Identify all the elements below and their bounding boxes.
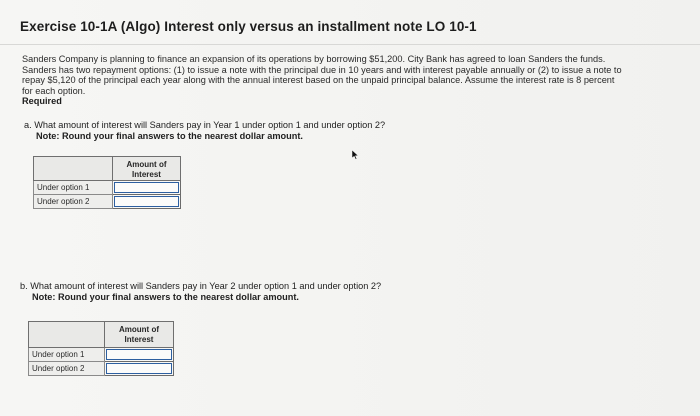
table-row	[29, 362, 174, 376]
table-row	[34, 195, 181, 209]
table-a-row-label-option-1: Under option 1	[34, 181, 113, 195]
interest-year1-option2-input[interactable]	[114, 196, 179, 207]
table-b-row-label-option-2: Under option 2	[29, 362, 105, 376]
table-b-column-header: Amount of Interest	[105, 322, 174, 348]
table-b-header-row	[29, 322, 174, 348]
table-b-row-label-option-1: Under option 1	[29, 348, 105, 362]
title-divider	[0, 44, 700, 45]
problem-description: Sanders Company is planning to finance an expansion of its operations by borrowing $51,200. City Bank has agreed to loan Sanders the funds. Sanders has two repayment options: (1) to issue a note with the principal due in 10 years and with interest payable annually or (2) to issue a note to repay $5,120 of the principal each year along with the annual interest based on the unpaid principal balance. Assume the interest rate is 8 percent for each option.	[22, 54, 622, 96]
question-b-note: Note: Round your final answers to the nearest dollar amount.	[32, 292, 299, 302]
required-heading: Required	[22, 96, 62, 106]
table-row	[34, 181, 181, 195]
table-b-cell-option-2	[105, 362, 174, 376]
table-a-cell-option-2	[113, 195, 181, 209]
interest-year2-option2-input[interactable]	[106, 363, 172, 374]
table-row	[29, 348, 174, 362]
answer-table-b	[28, 321, 174, 376]
interest-year1-option1-input[interactable]	[114, 182, 179, 193]
answer-table-a	[33, 156, 181, 209]
question-b	[20, 281, 381, 303]
page-title: Exercise 10-1A (Algo) Interest only versus an installment note LO 10-1	[20, 19, 477, 34]
table-a-corner-cell	[34, 157, 113, 181]
table-a-column-header: Amount of Interest	[113, 157, 181, 181]
question-a	[24, 120, 385, 142]
table-a-row-label-option-2: Under option 2	[34, 195, 113, 209]
mouse-pointer-icon	[352, 150, 360, 160]
table-b-corner-cell	[29, 322, 105, 348]
interest-year2-option1-input[interactable]	[106, 349, 172, 360]
question-a-note: Note: Round your final answers to the nearest dollar amount.	[36, 131, 303, 141]
question-b-text: b. What amount of interest will Sanders pay in Year 2 under option 1 and under option 2?	[20, 281, 382, 291]
table-a-cell-option-1	[113, 181, 181, 195]
question-a-text: a. What amount of interest will Sanders pay in Year 1 under option 1 and under option 2?	[24, 120, 386, 130]
table-a-header-row	[34, 157, 181, 181]
table-b-cell-option-1	[105, 348, 174, 362]
